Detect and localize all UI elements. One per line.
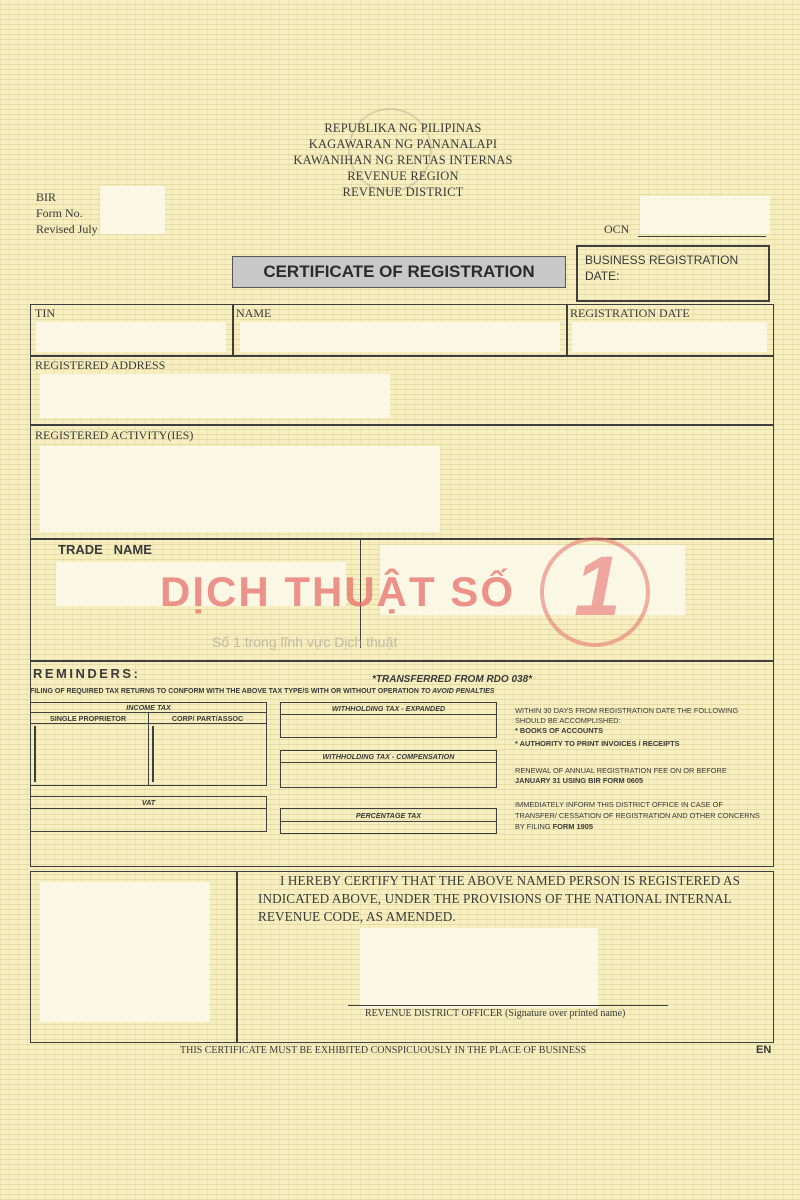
signature-line [348, 1005, 668, 1006]
header-line-4: REVENUE REGION [347, 169, 459, 183]
form-no-label: Form No. [36, 206, 83, 220]
certificate-title: CERTIFICATE OF REGISTRATION [232, 256, 566, 288]
divider-row2 [30, 424, 774, 426]
header-line-2: KAGAWARAN NG PANANALAPI [308, 137, 498, 151]
corp-part-label: CORP/ PART/ASSOC [171, 714, 244, 723]
single-proprietor-label: SINGLE PROPRIETOR [49, 714, 127, 723]
watermark-subtitle: Số 1 trong lĩnh vực Dịch thuật [212, 634, 398, 650]
bir-label: BIR [36, 190, 57, 204]
reminders-title: REMINDERS: [33, 666, 141, 681]
filing-note [30, 688, 494, 695]
note2-text: RENEWAL OF ANNUAL REGISTRATION FEE ON OR BEFORE [515, 766, 727, 775]
registration-date-label: REGISTRATION DATE [570, 306, 690, 320]
redaction-reg-date [572, 322, 767, 352]
note2-january: JANUARY 31 USING BIR FORM 0605 [515, 776, 644, 785]
certification-divider [236, 871, 238, 1043]
filing-note-italic: TO AVOID PENALTIES [420, 688, 495, 695]
percentage-tax-label: PERCENTAGE TAX [355, 811, 422, 820]
divider-row1 [30, 355, 774, 357]
filing-note-text: FILING OF REQUIRED TAX RETURNS TO CONFORM WITH THE ABOVE TAX TYPE/S WITH OR WITHOUT OPERATION [30, 688, 419, 695]
single-proprietor-mark [34, 726, 36, 782]
header-line-1: REPUBLIKA NG PILIPINAS [324, 121, 482, 135]
tin-label: TIN [35, 306, 55, 320]
revised-label: Revised July [36, 222, 98, 236]
redaction-ocn [640, 196, 770, 234]
redaction-activities [40, 446, 440, 532]
divider-tin-name [232, 304, 234, 356]
income-tax-label: INCOME TAX [126, 703, 171, 712]
note-inform [515, 799, 760, 832]
divider-row3 [30, 538, 774, 540]
officer-label: REVENUE DISTRICT OFFICER (Signature over printed name) [365, 1008, 626, 1019]
watermark-logo-number: 1 [574, 539, 621, 633]
business-reg-date-label: BUSINESS REGISTRATION DATE: [585, 253, 739, 283]
divider-name-date [566, 304, 568, 356]
divider-reminders [30, 660, 774, 662]
ocn-underline [638, 236, 766, 237]
redaction-tin [36, 322, 226, 352]
transferred-note: *TRANSFERRED FROM RDO 038* [372, 674, 533, 685]
note-30-days [515, 706, 760, 749]
percentage-tax-divider [280, 821, 497, 822]
note-renewal [515, 766, 760, 786]
note3-form: FORM 1905 [552, 822, 593, 831]
certification-text: I HEREBY CERTIFY THAT THE ABOVE NAMED PERSON IS REGISTERED AS INDICATED ABOVE, UNDER THE PROVISIONS OF THE NATIONAL INTERNAL REVENUE CODE, AS AMENDED. [258, 873, 741, 924]
redaction-form-info [100, 186, 165, 234]
note1-books: * BOOKS OF ACCOUNTS [515, 726, 604, 735]
header-line-5: REVENUE DISTRICT [342, 185, 464, 199]
registered-address-label: REGISTERED ADDRESS [35, 358, 166, 372]
ocn-label: OCN [604, 222, 630, 236]
footer-code: EN [756, 1044, 772, 1056]
note3-text: IMMEDIATELY INFORM THIS DISTRICT OFFICE IN CASE OF TRANSFER/ CESSATION OF REGISTRATION AND OTHER CONCERNS BY FILING [515, 800, 760, 831]
wt-expanded-divider [280, 714, 497, 715]
note1-text: WITHIN 30 DAYS FROM REGISTRATION DATE THE FOLLOWING SHOULD BE ACCOMPLISHED: [515, 706, 739, 725]
header-line-3: KAWANIHAN NG RENTAS INTERNAS [293, 153, 513, 167]
redaction-signature [360, 928, 598, 1008]
redaction-photo [40, 882, 210, 1022]
redaction-address [40, 374, 390, 418]
registered-activities-label: REGISTERED ACTIVITY(IES) [35, 428, 194, 442]
wt-expanded-label: WITHHOLDING TAX - EXPANDED [331, 704, 446, 713]
footer-notice: THIS CERTIFICATE MUST BE EXHIBITED CONSPICUOUSLY IN THE PLACE OF BUSINESS [180, 1045, 587, 1056]
note1-authority: * AUTHORITY TO PRINT INVOICES / RECEIPTS [515, 739, 680, 748]
trade-name-label: TRADE NAME [58, 542, 152, 557]
wt-compensation-label: WITHHOLDING TAX - COMPENSATION [322, 752, 455, 761]
income-tax-vdivider [148, 712, 149, 786]
redaction-name [240, 322, 560, 352]
wt-compensation-divider [280, 762, 497, 763]
corp-part-mark [152, 726, 154, 782]
name-label: NAME [236, 306, 272, 320]
vat-divider [30, 808, 267, 809]
vat-label: VAT [141, 798, 156, 807]
watermark-text: DỊCH THUẬT SỐ [160, 568, 515, 615]
